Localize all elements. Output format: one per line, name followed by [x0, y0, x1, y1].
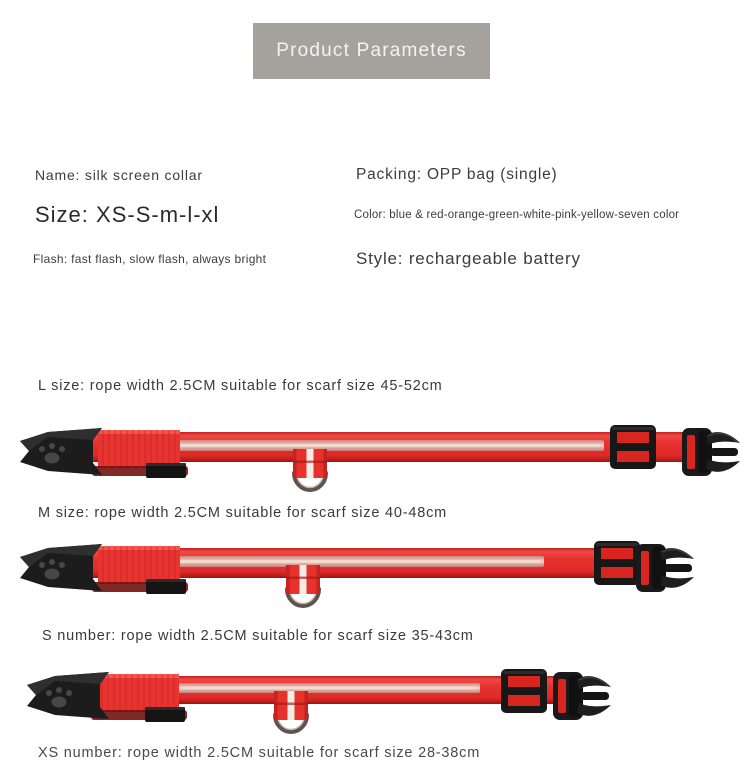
spec-size: Size: XS-S-m-l-xl — [35, 202, 220, 227]
spec-name: Name: silk screen collar — [35, 167, 203, 183]
collar-led-strip — [124, 556, 544, 567]
size-label-small: S number: rope width 2.5CM suitable for scarf size 35-43cm — [42, 628, 474, 644]
collar-strap-fold — [92, 546, 188, 594]
collar-left-buckle — [20, 544, 102, 591]
collar-strap-fold — [92, 430, 188, 478]
collar-image-medium — [12, 540, 707, 620]
collar-right-buckle — [553, 672, 611, 720]
collar-image-large — [12, 424, 740, 504]
size-label-medium: M size: rope width 2.5CM suitable for scarf size 40-48cm — [38, 505, 448, 521]
spec-flash: Flash: fast flash, slow flash, always bright — [33, 252, 267, 266]
collar-left-buckle — [27, 672, 109, 719]
collar-d-ring — [286, 565, 320, 606]
spec-packing: Packing: OPP bag (single) — [356, 166, 558, 183]
collar-d-ring — [274, 691, 308, 732]
size-label-large: L size: rope width 2.5CM suitable for scarf size 45-52cm — [38, 378, 443, 394]
section-title-banner — [253, 23, 490, 79]
collar-adjuster — [594, 541, 640, 585]
partial-next-size-label: XS number: rope width 2.5CM suitable for scarf size 28-38cm — [38, 745, 481, 761]
collar-image-small — [15, 668, 645, 750]
collar-right-buckle — [636, 544, 694, 592]
collar-right-buckle — [682, 428, 740, 476]
collar-left-buckle — [20, 428, 102, 475]
spec-style: Style: rechargeable battery — [356, 249, 581, 268]
page-title: Product Parameters — [276, 40, 467, 61]
collar-d-ring — [293, 449, 327, 490]
collar-led-strip — [124, 440, 604, 451]
spec-color: Color: blue & red-orange-green-white-pink-yellow-seven color — [354, 209, 680, 221]
collar-adjuster — [610, 425, 656, 469]
collar-adjuster — [501, 669, 547, 713]
